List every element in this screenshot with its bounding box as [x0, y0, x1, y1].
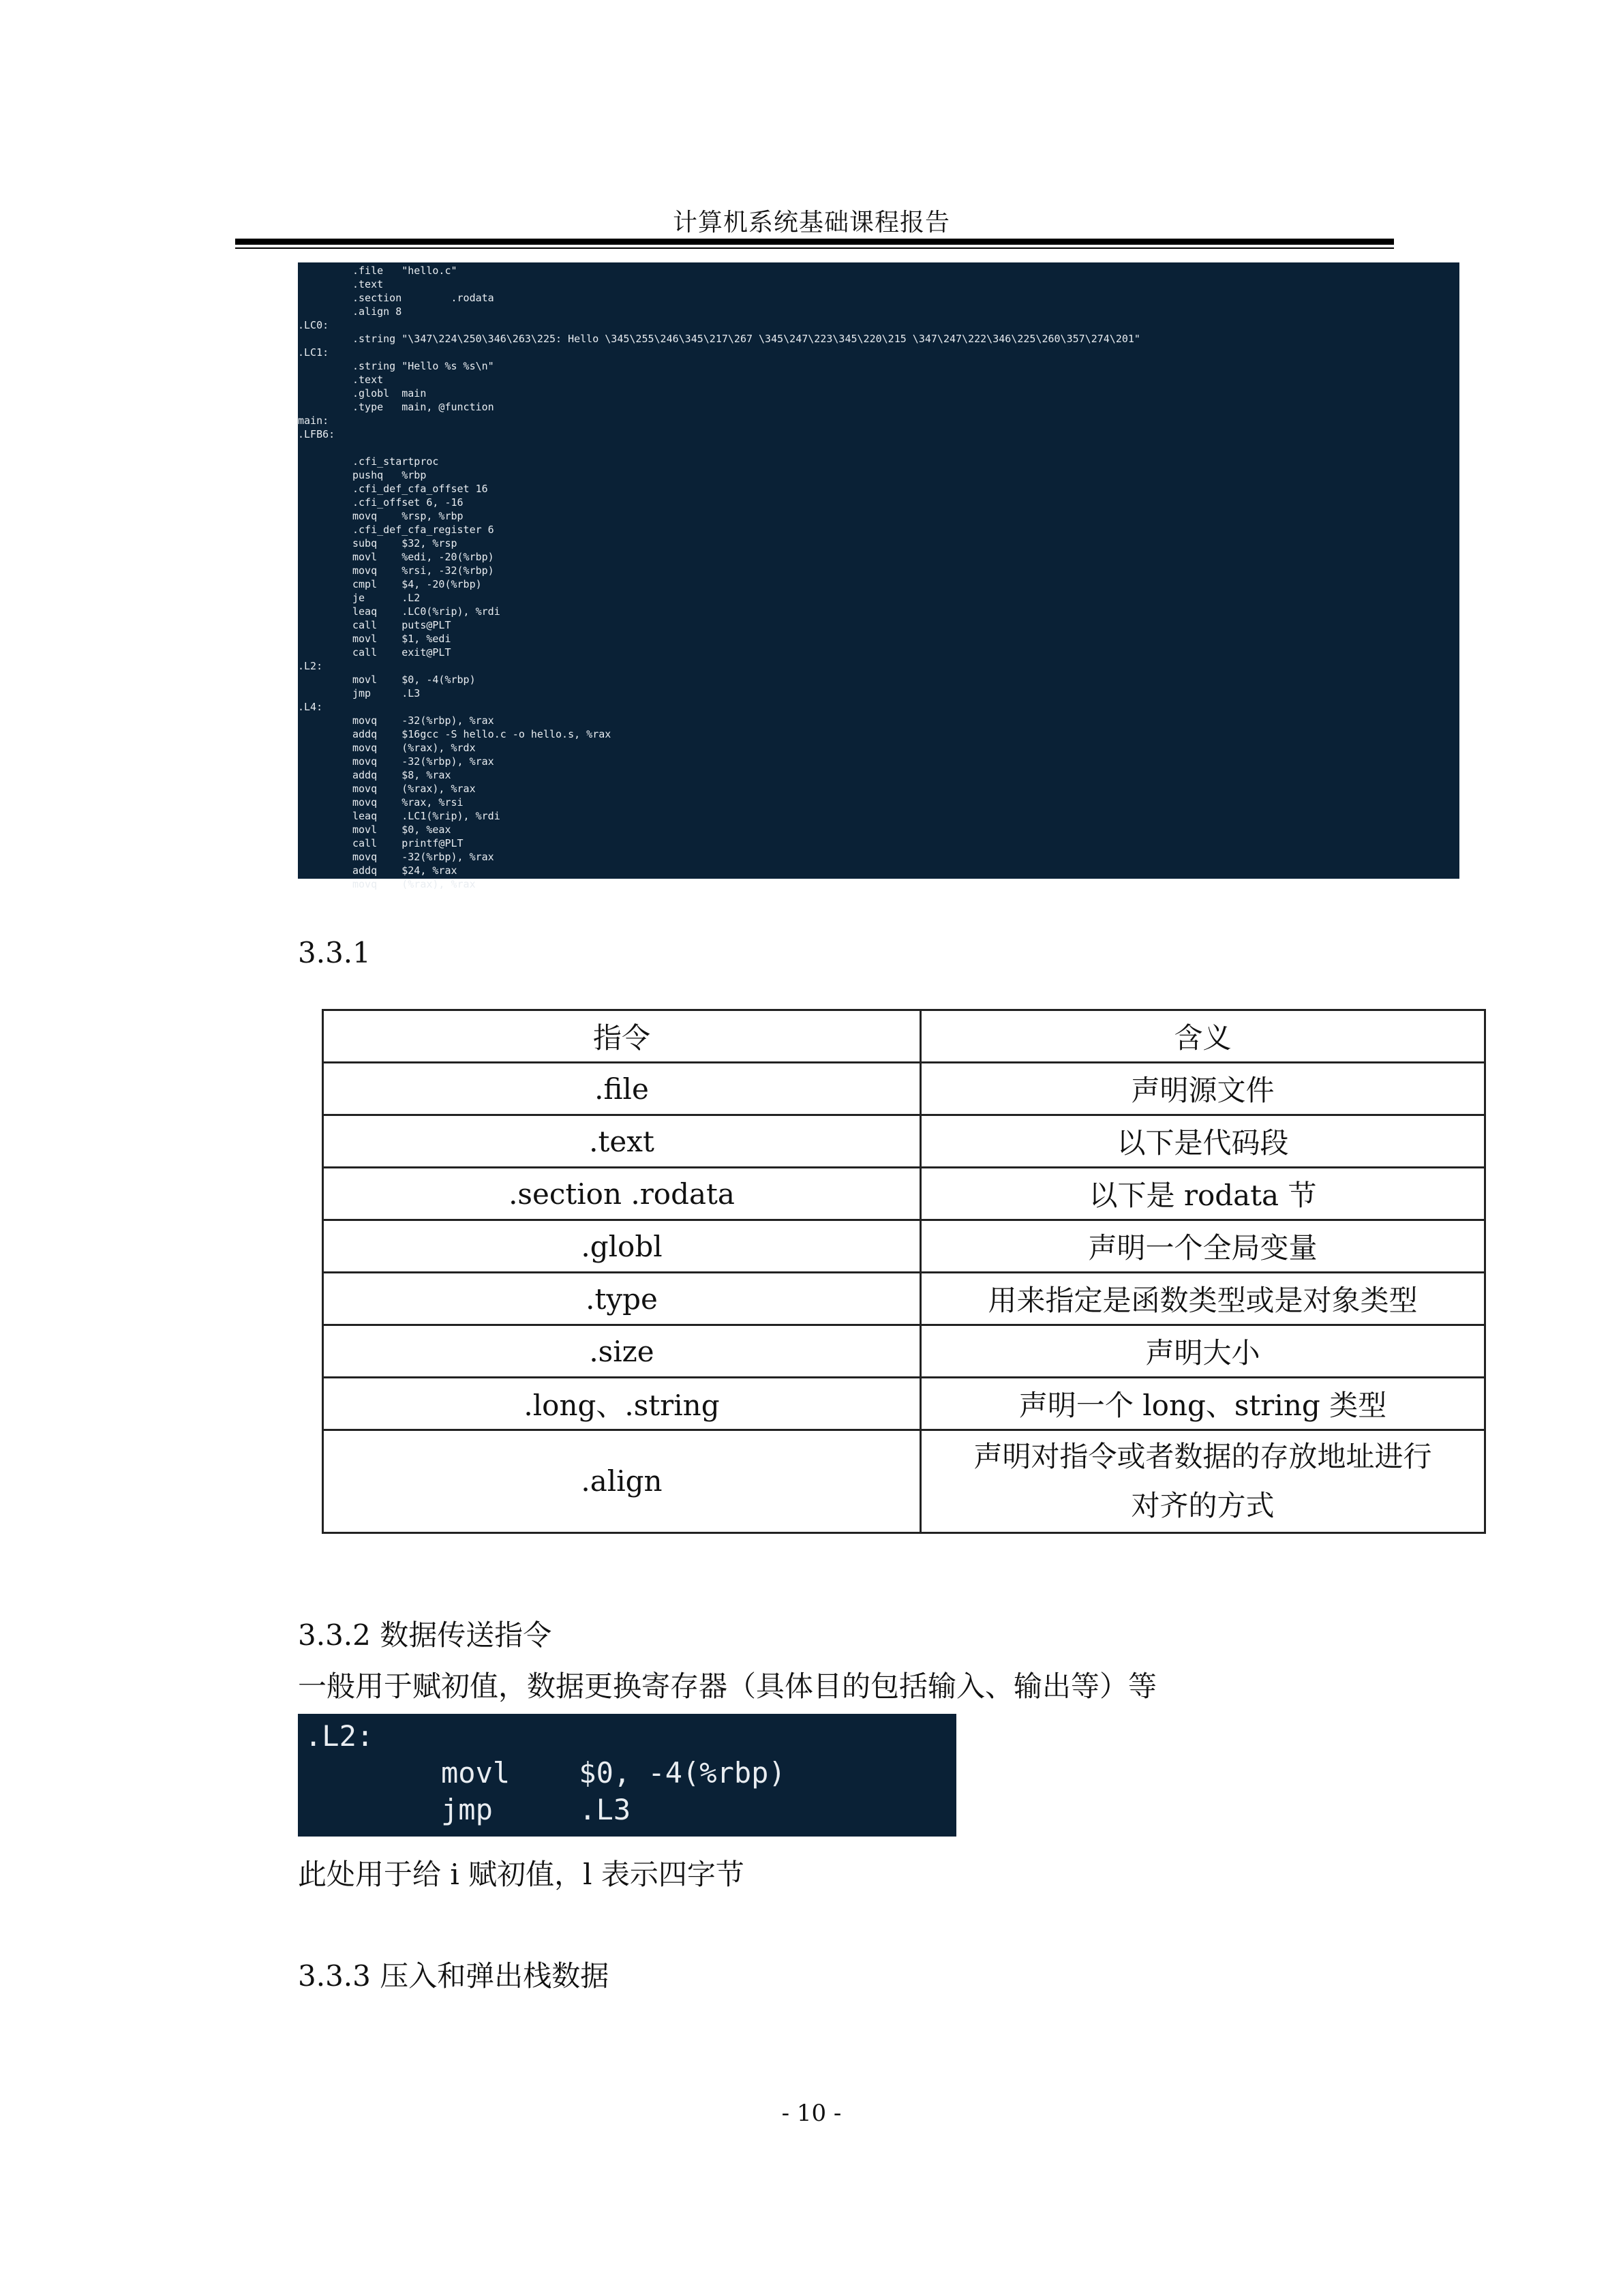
table-header-cell: 含义: [921, 1010, 1485, 1063]
meaning-cell: 以下是 rodata 节: [921, 1168, 1485, 1220]
meaning-cell: 声明一个 long、string 类型: [921, 1378, 1485, 1430]
asm-instruction-line: movq %rsp, %rbp: [352, 510, 464, 522]
asm-instruction-line: leaq .LC1(%rip), %rdi: [352, 810, 500, 822]
table-header-row: [323, 1010, 1485, 1063]
table-row: [323, 1220, 1485, 1273]
asm-instruction-line: call printf@PLT: [352, 837, 464, 849]
meaning-cell: 声明对指令或者数据的存放地址进行 对齐的方式: [921, 1430, 1485, 1533]
directive-cell: .size: [323, 1325, 921, 1378]
asm-instruction-line: leaq .LC0(%rip), %rdi: [352, 605, 500, 618]
directive-cell: .type: [323, 1273, 921, 1325]
asm-instruction-line: pushq %rbp: [352, 469, 427, 481]
asm-instruction-line: .section .rodata: [352, 292, 494, 304]
section-heading-3-3-3: 3.3.3 压入和弹出栈数据: [298, 1959, 609, 1993]
directive-cell: .text: [323, 1115, 921, 1168]
meaning-cell: 声明一个全局变量: [921, 1220, 1485, 1273]
asm-label-line: .L2:: [298, 660, 323, 672]
assembly-terminal-screenshot: [298, 262, 1459, 890]
table-row: [323, 1168, 1485, 1220]
directive-table: [322, 1009, 1486, 1534]
asm-instruction-line: .text: [352, 374, 384, 386]
asm-instruction-line: .file "hello.c": [352, 265, 457, 277]
asm-instruction-line: movq (%rax), %rax: [352, 878, 476, 890]
asm-instruction-line: movl $1, %edi: [352, 633, 451, 645]
asm-instruction-line: movq %rax, %rsi: [352, 796, 464, 809]
table-row: [323, 1063, 1485, 1115]
snippet-label-line: .L2:: [305, 1719, 374, 1753]
section-3-3-2-intro: 一般用于赋初值，数据更换寄存器（具体目的包括输入、输出等）等: [298, 1670, 1157, 1703]
meaning-cell: 声明大小: [921, 1325, 1485, 1378]
asm-instruction-line: je .L2: [352, 592, 421, 604]
page-number: - 10 -: [781, 2100, 842, 2127]
asm-instruction-line: .cfi_def_cfa_offset 16: [352, 483, 488, 495]
asm-instruction-line: .cfi_startproc: [352, 455, 439, 468]
asm-instruction-line: movq -32(%rbp), %rax: [352, 851, 494, 863]
directive-cell: .section .rodata: [323, 1168, 921, 1220]
table-row: [323, 1273, 1485, 1325]
asm-instruction-line: addq $16gcc -S hello.c -o hello.s, %rax: [352, 728, 611, 740]
section-heading-3-3-2: 3.3.2 数据传送指令: [298, 1618, 552, 1652]
asm-instruction-line: movl $0, -4(%rbp): [352, 674, 476, 686]
asm-instruction-line: addq $24, %rax: [352, 864, 457, 877]
asm-instruction-line: movq -32(%rbp), %rax: [352, 714, 494, 727]
section-heading-3-3-1: 3.3.1: [298, 936, 371, 969]
asm-instruction-line: .string "\347\224\250\346\263\225: Hello \345\255\246\345\217\267 \345\247\223\345\220\215 \347\247\222\346\225\260\357\274\201": [352, 333, 1140, 345]
meaning-cell: 以下是代码段: [921, 1115, 1485, 1168]
asm-instruction-line: subq $32, %rsp: [352, 537, 457, 549]
directive-cell: .long、.string: [323, 1378, 921, 1430]
header-rule-thick: [235, 239, 1394, 245]
meaning-cell: 用来指定是函数类型或是对象类型: [921, 1273, 1485, 1325]
l2-code-snippet: [298, 1714, 956, 1837]
snippet-note: 此处用于给 i 赋初值，l 表示四字节: [298, 1858, 744, 1891]
header-rule-thin: [235, 247, 1394, 249]
asm-instruction-line: .cfi_def_cfa_register 6: [352, 524, 494, 536]
asm-instruction-line: addq $8, %rax: [352, 769, 451, 781]
asm-label-line: .LC1:: [298, 346, 329, 359]
asm-instruction-line: movl %edi, -20(%rbp): [352, 551, 494, 563]
directive-cell: .file: [323, 1063, 921, 1115]
asm-instruction-line: .align 8: [352, 305, 402, 318]
asm-instruction-line: movq %rsi, -32(%rbp): [352, 564, 494, 577]
asm-instruction-line: call exit@PLT: [352, 646, 451, 659]
asm-instruction-line: call puts@PLT: [352, 619, 451, 631]
table-header-cell: 指令: [323, 1010, 921, 1063]
snippet-instruction-line: jmp .L3: [441, 1793, 631, 1826]
asm-label-line: main:: [298, 414, 329, 427]
asm-instruction-line: movl $0, %eax: [352, 824, 451, 836]
snippet-instruction-line: movl $0, -4(%rbp): [441, 1756, 786, 1789]
directive-cell: .align: [323, 1430, 921, 1533]
asm-instruction-line: .type main, @function: [352, 401, 494, 413]
asm-label-line: .LFB6:: [298, 428, 335, 440]
table-row: [323, 1325, 1485, 1378]
asm-instruction-line: .text: [352, 278, 384, 290]
asm-label-line: .LC0:: [298, 319, 329, 331]
asm-instruction-line: jmp .L3: [352, 687, 421, 699]
meaning-cell: 声明源文件: [921, 1063, 1485, 1115]
asm-instruction-line: .cfi_offset 6, -16: [352, 496, 464, 509]
asm-instruction-line: [298, 441, 1459, 455]
asm-instruction-line: movq -32(%rbp), %rax: [352, 755, 494, 768]
directive-cell: .globl: [323, 1220, 921, 1273]
table-row: [323, 1378, 1485, 1430]
asm-label-line: .L4:: [298, 701, 323, 713]
asm-instruction-line: movq (%rax), %rdx: [352, 742, 476, 754]
page-header-title: 计算机系统基础课程报告: [672, 209, 950, 237]
asm-instruction-line: cmpl $4, -20(%rbp): [352, 578, 482, 590]
table-row: [323, 1115, 1485, 1168]
asm-instruction-line: .string "Hello %s %s\n": [352, 360, 494, 372]
asm-instruction-line: .globl main: [352, 387, 427, 399]
table-row: [323, 1430, 1485, 1533]
asm-instruction-line: movq (%rax), %rax: [352, 783, 476, 795]
